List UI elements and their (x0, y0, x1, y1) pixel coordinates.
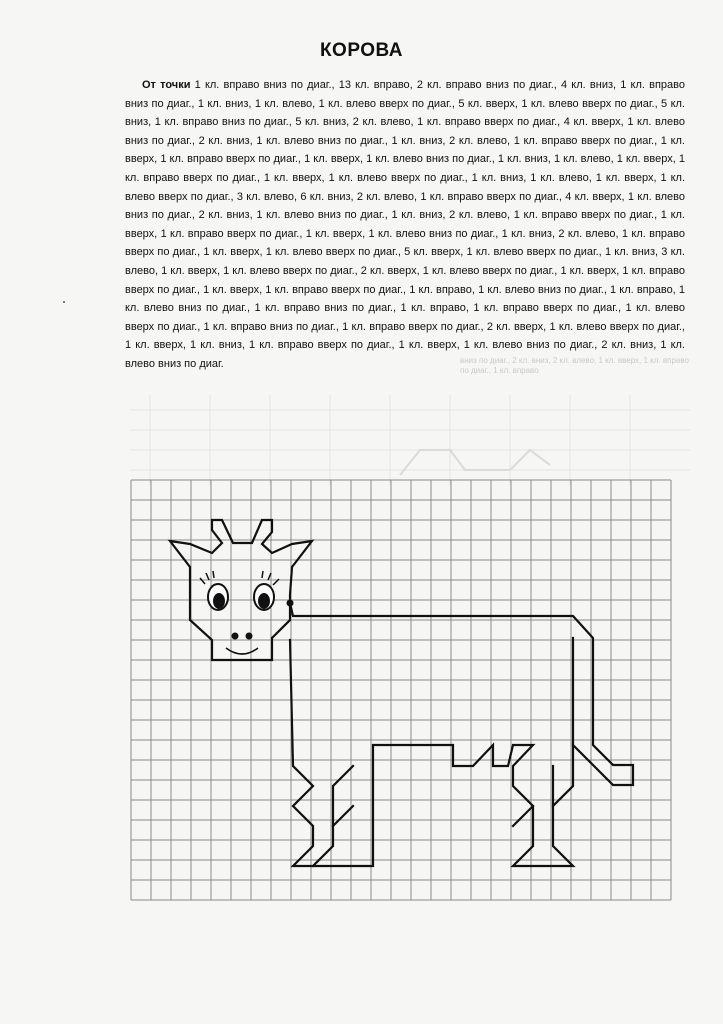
instructions-lead: От точки (142, 79, 191, 91)
cow-back-leg-inner-2 (513, 806, 533, 826)
cow-right-pupil (258, 593, 270, 609)
cow-left-lashes (200, 571, 214, 584)
cow-face (200, 571, 294, 654)
cow-right-nostril (246, 633, 253, 640)
page-title: КОРОВА (319, 40, 404, 61)
bleed-through-text: вниз по диаг., 2 кл. вниз, 2 кл. влево, 1 кл. вверх, 1 кл. вправо по диаг., 1 кл. вправо (460, 356, 689, 375)
cow-drawing (170, 520, 633, 866)
cow-left-nostril (232, 633, 239, 640)
cow-front-leg-inner-2 (333, 806, 353, 826)
cow-front-leg-inner (313, 766, 353, 866)
cow-start-dot (287, 600, 294, 607)
cow-body-outline (290, 603, 633, 866)
graph-grid (131, 480, 671, 900)
instructions-body: 1 кл. вправо вниз по диаг., 13 кл. вправо, 2 кл. вправо вниз по диаг., 4 кл. вниз, 1 кл. вправо вниз по диаг., 1 кл. вниз, 1 кл. влево, 1 кл. влево вверх по диаг., 5 кл. вверх, 1 кл. влево вверх по диаг., 5 кл. вниз, 1 кл. вправо вниз по диаг., 5 кл. вниз, 2 кл. влево, 1 кл. вправо вверх по диаг., 4 кл. вверх, 1 кл. влево вниз по диаг., 2 кл. вниз, 1 кл. влево вниз по диаг., 1 кл. вниз, 2 кл. влево, 1 кл. вправо вверх по диаг., 1 кл. вверх, 1 кл. вправо вверх по диаг., 1 кл. вверх, 1 кл. влево вниз по диаг., 1 кл. вниз, 1 кл. влево, 1 кл. вверх, 1 кл. вправо вверх по диаг., 1 кл. вверх, 1 кл. влево вверх по диаг., 1 кл. вниз, 1 кл. влево, 1 кл. вверх, 1 кл. влево вверх по диаг., 3 кл. влево, 6 кл. вниз, 2 кл. влево, 1 кл. вправо вверх по диаг., 4 кл. вверх, 1 кл. влево вниз по диаг., 2 кл. вниз, 1 кл. влево вниз по диаг., 1 кл. вниз, 2 кл. влево, 1 кл. вправо вверх по диаг., 1 кл. вверх, 1 кл. вправо вверх по диаг., 1 кл. вверх, 1 кл. влево вниз по диаг., 1 кл. вниз, 2 кл. влево, 1 кл. вправо вверх по диаг., 1 кл. вверх, 1 кл. влево вверх по диаг., 5 кл. вверх, 1 кл. влево вверх по диаг., 1 кл. вниз, 3 кл. влево, 1 кл. вверх, 1 кл. влево вверх по диаг., 2 кл. вверх, 1 кл. влево вверх по диаг., 1 кл. вверх, 1 кл. вправо вверх по диаг., 1 кл. вверх, 1 кл. вправо вверх по диаг., 1 кл. вправо, 1 кл. влево вниз по диаг., 1 кл. вправо, 1 кл. влево вниз по диаг., 1 кл. вправо вниз по диаг., 1 кл. вправо, 1 кл. вправо вверх по диаг., 1 кл. влево вверх по диаг., 1 кл. вправо вниз по диаг., 1 кл. вправо вверх по диаг., 2 кл. вверх, 1 кл. влево вверх по диаг., 1 кл. вверх, 1 кл. вниз, 1 кл. вправо вверх по диаг., 1 кл. вверх, 1 кл. влево вниз по диаг., 2 кл. вниз, 1 кл. влево вниз по диаг. (125, 79, 686, 370)
cow-left-pupil (213, 593, 225, 609)
